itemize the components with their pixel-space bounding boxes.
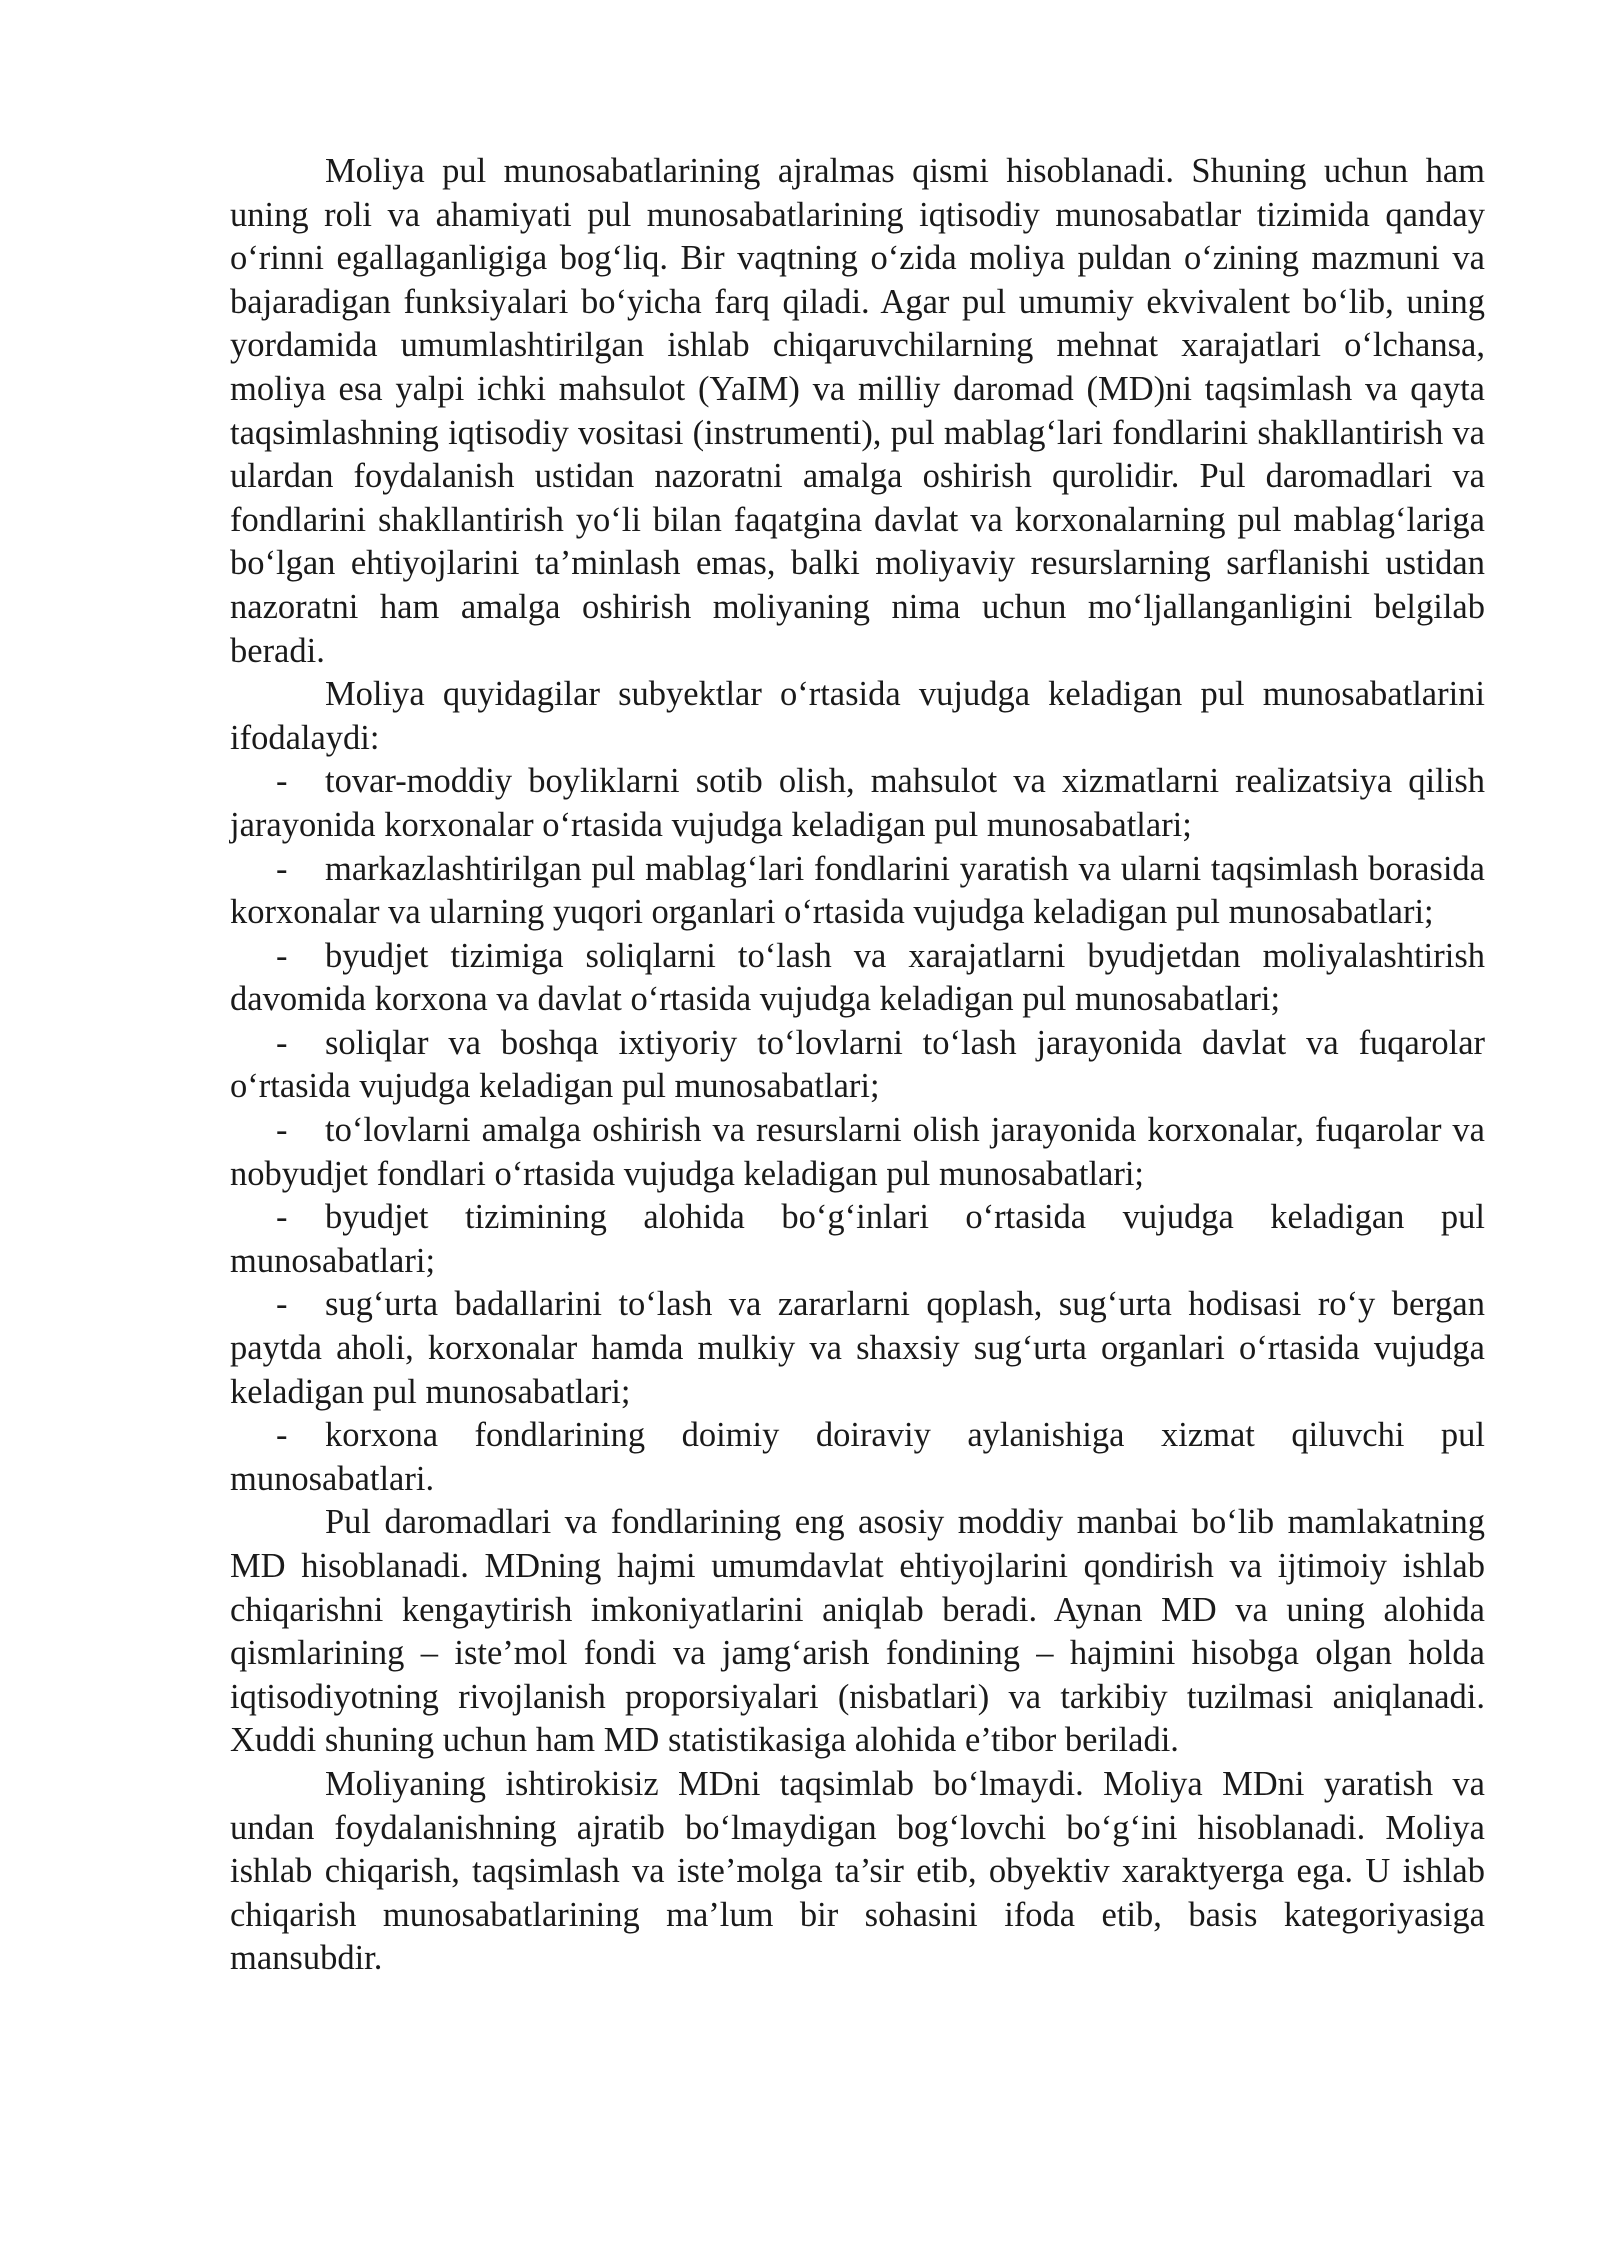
dash-bullet: - — [276, 1111, 288, 1150]
list-item-text: markazlashtirilgan pul mablag‘lari fondlarini yaratish va ularni taqsimlash borasida korxonalar va ularning yuqori organlari o‘rtasida vujudga keladigan pul munosabatlari; — [230, 849, 1485, 932]
paragraph-2: Pul daromadlari va fondlarining eng asosiy moddiy manbai bo‘lib mamlakatning MD hisoblanadi. MDning hajmi umumdavlat ehtiyojlarini qondirish va ijtimoiy ishlab chiqarishni kengaytirish imkoniyatlarini aniqlab beradi. Aynan MD va uning alohida qismlarining – iste’mol fondi va jamg‘arish fondining – hajmini hisobga olgan holda iqtisodiyotning rivojlanish proporsiyalari (nisbatlari) va tarkibiy tuzilmasi aniqlanadi. Xuddi shuning uchun ham MD statistikasiga alohida e’tibor beriladi. — [230, 1503, 1485, 1760]
list-item-text: byudjet tizimining alohida bo‘g‘inlari o‘rtasida vujudga keladigan pul munosabatlari; — [230, 1198, 1485, 1280]
list-item-text: tovar-moddiy boyliklarni sotib olish, mahsulot va xizmatlarni realizatsiya qilish jarayonida korxonalar o‘rtasida vujudga keladigan pul munosabatlari; — [230, 762, 1485, 844]
list-item-text: to‘lovlarni amalga oshirish va resurslarni olish jarayonida korxonalar, fuqarolar va nobyudjet fondlari o‘rtasida vujudga keladigan pul munosabatlari; — [230, 1111, 1485, 1193]
list-item — [230, 1022, 1485, 1109]
paragraph-3: Moliyaning ishtirokisiz MDni taqsimlab bo‘lmaydi. Moliya MDni yaratish va undan foydalanishning ajratib bo‘lmaydigan bog‘lovchi bo‘g‘ini hisoblanadi. Moliya ishlab chiqarish, taqsimlash va iste’molga ta’sir etib, obyektiv xaraktyerga ega. U ishlab chiqarish munosabatlarining ma’lum bir sohasini ifoda etib, basis kategoriyasiga mansubdir. — [230, 1764, 1485, 1978]
list-item — [230, 1414, 1485, 1501]
list-item-text: sug‘urta badallarini to‘lash va zararlarni qoplash, sug‘urta hodisasi ro‘y bergan paytda aholi, korxonalar hamda mulkiy va shaxsiy sug‘urta organlari o‘rtasida vujudga keladigan pul munosabatlari; — [230, 1285, 1485, 1411]
list-item — [230, 1196, 1485, 1283]
dash-bullet: - — [276, 1285, 288, 1324]
document-page — [230, 150, 1485, 1981]
list-item — [230, 1109, 1485, 1196]
list-item — [230, 848, 1485, 935]
list-item — [230, 935, 1485, 1022]
paragraph-1: Moliya pul munosabatlarining ajralmas qismi hisoblanadi. Shuning uchun ham uning roli va ahamiyati pul munosabatlarining iqtisodiy munosabatlar tizimida qanday o‘rinni egallaganligiga bog‘liq. Bir vaqtning o‘zida moliya puldan o‘zining mazmuni va bajaradigan funksiyalari bo‘yicha farq qiladi. Agar pul umumiy ekvivalent bo‘lib, uning yordamida umumlashtirilgan ishlab chiqaruvchilarning mehnat xarajatlari o‘lchansa, moliya esa yalpi ichki mahsulot (YaIM) va milliy daromad (MD)ni taqsimlash va qayta taqsimlashning iqtisodiy vositasi (instrumenti), pul mablag‘lari fondlarini shakllantirish va ulardan foydalanish ustidan nazoratni amalga oshirish qurolidir. Pul daromadlari va fondlarini shakllantirish yo‘li bilan faqatgina davlat va korxonalarning pul mablag‘lariga bo‘lgan ehtiyojlarini ta’minlash emas, balki moliyaviy resurslarning sarflanishi ustidan nazoratni ham amalga oshirish moliyaning nima uchun mo‘ljallanganligini belgilab beradi. — [230, 152, 1485, 670]
dash-bullet: - — [276, 762, 288, 801]
list-intro: Moliya quyidagilar subyektlar o‘rtasida vujudga keladigan pul munosabatlarini ifodalaydi: — [230, 675, 1485, 757]
dash-bullet: - — [276, 1023, 288, 1062]
list-item-text: soliqlar va boshqa ixtiyoriy to‘lovlarni to‘lash jarayonida davlat va fuqarolar o‘rtasida vujudga keladigan pul munosabatlari; — [230, 1023, 1485, 1106]
dash-bullet: - — [276, 936, 288, 975]
list-item — [230, 1283, 1485, 1414]
relations-list — [230, 760, 1485, 1501]
dash-bullet: - — [276, 849, 288, 888]
dash-bullet: - — [276, 1198, 288, 1237]
list-item-text: byudjet tizimiga soliqlarni to‘lash va xarajatlarni byudjetdan moliyalashtirish davomida korxona va davlat o‘rtasida vujudga keladigan pul munosabatlari; — [230, 936, 1485, 1019]
list-item — [230, 760, 1485, 847]
list-item-text: korxona fondlarining doimiy doiraviy aylanishiga xizmat qiluvchi pul munosabatlari. — [230, 1416, 1485, 1498]
dash-bullet: - — [276, 1416, 288, 1455]
